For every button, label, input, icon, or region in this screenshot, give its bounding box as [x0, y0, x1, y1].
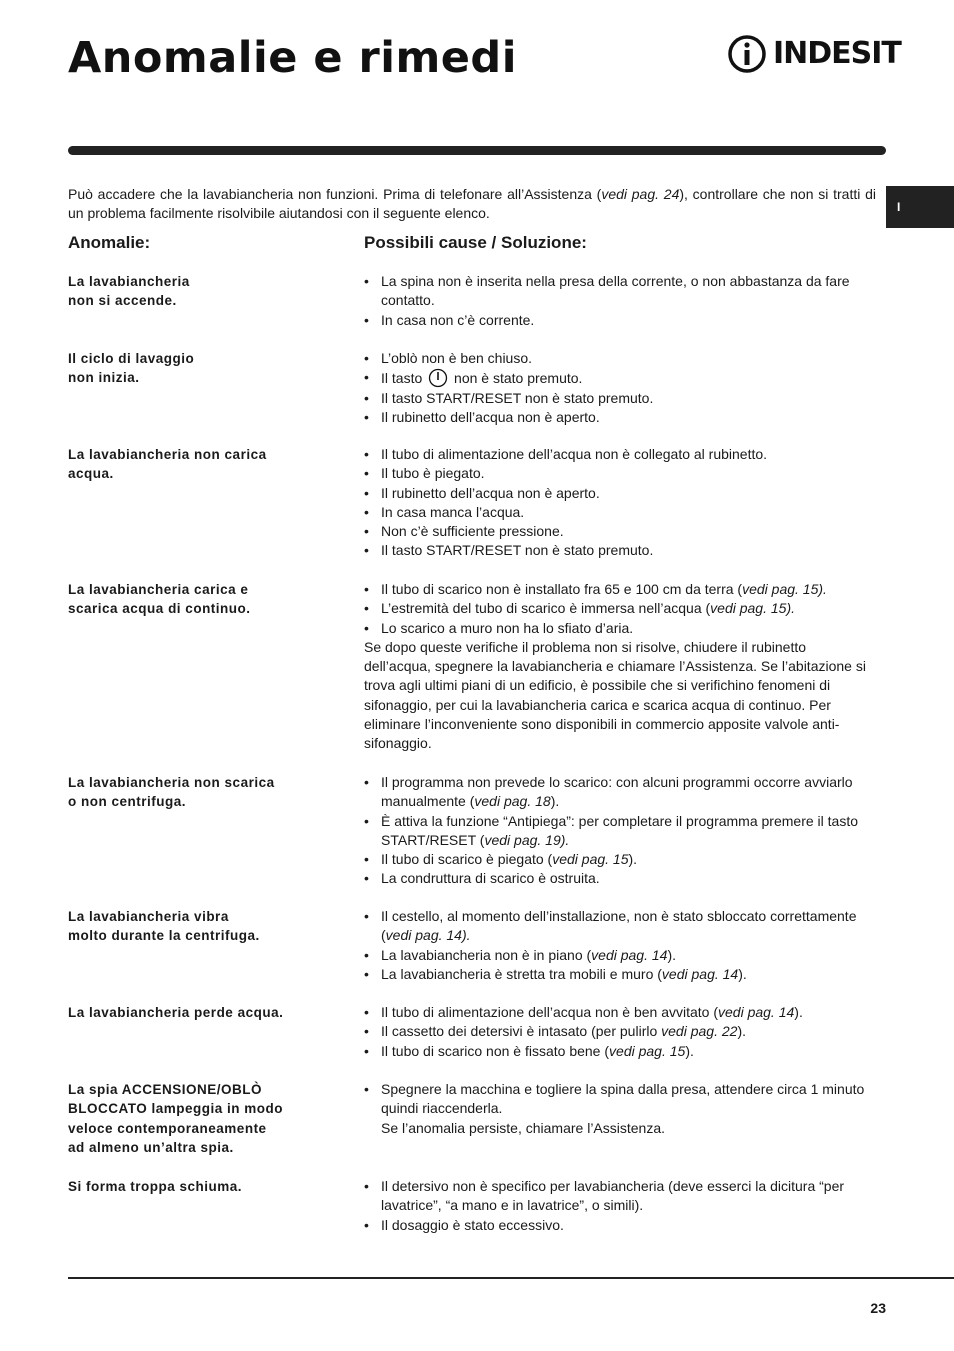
list-item: • Il tubo è piegato. — [364, 464, 876, 483]
list-item: • Lo scarico a muro non ha lo sfiato d’aria. — [364, 619, 876, 638]
page-reference: vedi pag. 15). — [742, 581, 827, 597]
anomalies-header: Anomalie: — [68, 233, 151, 252]
causes-header: Possibili cause / Soluzione: — [364, 233, 587, 252]
list-item: • La lavabiancheria è stretta tra mobili e muro (vedi pag. 14). — [364, 965, 876, 984]
list-item: • Il tasto START/RESET non è stato premuto. — [364, 389, 876, 408]
list-item: • Il tasto START/RESET non è stato premuto. — [364, 541, 876, 560]
cause-list — [364, 1003, 876, 1061]
anomaly-label: Si forma troppa schiuma. — [68, 1179, 243, 1194]
brand-name: INDESIT — [773, 36, 901, 71]
anomaly-label: Il ciclo di lavaggio non inizia. — [68, 351, 195, 386]
list-item: • Il tubo di scarico non è fissato bene (vedi pag. 15). — [364, 1042, 876, 1061]
list-item: • Il dosaggio è stato eccessivo. — [364, 1216, 876, 1235]
list-item: • Il detersivo non è specifico per lavabiancheria (deve esserci la dicitura “per lavatrice”, “a mano e in lavatrice”, o simili). — [364, 1177, 876, 1216]
anomaly-label: La lavabiancheria carica e scarica acqua di continuo. — [68, 582, 251, 617]
anomaly-label: La lavabiancheria vibra molto durante la centrifuga. — [68, 909, 260, 944]
list-item: • Il programma non prevede lo scarico: con alcuni programmi occorre avviarlo manualmente (vedi pag. 18). — [364, 773, 876, 812]
list-item: • La spina non è inserita nella presa della corrente, o non abbastanza da fare contatto. — [364, 272, 876, 311]
cause-list — [364, 349, 876, 427]
list-item: • Il tubo di alimentazione dell’acqua non è ben avvitato (vedi pag. 14). — [364, 1003, 876, 1022]
cause-list — [364, 272, 876, 330]
page-reference: vedi pag. 15). — [710, 600, 795, 617]
indesit-logo-icon — [727, 34, 767, 74]
power-icon — [428, 368, 448, 388]
footer-rule — [68, 1277, 954, 1279]
cause-list — [364, 773, 876, 889]
list-item: • In casa non c’è corrente. — [364, 311, 876, 330]
anomaly-label: La lavabiancheria perde acqua. — [68, 1005, 284, 1020]
list-item: • Il tubo di alimentazione dell’acqua non è collegato al rubinetto. — [364, 445, 876, 464]
page-title: Anomalie e rimedi — [68, 33, 517, 83]
list-item: • Il tubo di scarico non è installato fra 65 e 100 cm da terra (vedi pag. 15). — [364, 580, 876, 599]
list-item: • Spegnere la macchina e togliere la spina dalla presa, attendere circa 1 minuto quindi riaccenderla. — [364, 1080, 876, 1119]
page-reference: vedi pag. 14 — [591, 946, 668, 963]
indesit-logo — [727, 34, 901, 74]
list-item: Se l’anomalia persiste, chiamare l’Assistenza. — [381, 1119, 666, 1136]
intro-paragraph: Può accadere che la lavabiancheria non funzioni. Prima di telefonare all’Assistenza (vedi pag. 24), controllare che non si tratti di un problema facilmente risolvibile aiutandosi con il seguente elenco. — [68, 186, 876, 222]
list-item: • La lavabiancheria non è in piano (vedi pag. 14). — [364, 946, 876, 965]
list-item: • La condruttura di scarico è ostruita. — [364, 869, 876, 888]
page-reference: vedi pag. 15 — [609, 1042, 686, 1059]
list-item: • Il rubinetto dell’acqua non è aperto. — [364, 484, 876, 503]
language-tab: I — [886, 186, 954, 228]
list-item: • Il cassetto dei detersivi è intasato (per pulirlo vedi pag. 22). — [364, 1022, 876, 1041]
list-item: • Il rubinetto dell’acqua non è aperto. — [364, 408, 876, 427]
page-number: 23 — [870, 1300, 886, 1316]
cause-list — [364, 907, 876, 984]
anomaly-label: La lavabiancheria non si accende. — [68, 274, 190, 309]
list-item: • Il tasto non è stato premuto. — [364, 368, 876, 388]
page-reference: vedi pag. 14 — [718, 1004, 795, 1020]
header-rule — [68, 146, 886, 155]
cause-list — [364, 1080, 876, 1138]
anomaly-label: La lavabiancheria non carica acqua. — [68, 447, 267, 482]
list-item: • Il cestello, al momento dell’installazione, non è stato sbloccato correttamente (vedi pag. 14). — [364, 907, 876, 946]
list-item: • Non c’è sufficiente pressione. — [364, 522, 876, 541]
list-item: • In casa manca l’acqua. — [364, 503, 876, 522]
cause-list — [364, 580, 876, 754]
cause-list — [364, 1177, 876, 1235]
list-item: • Il tubo di scarico è piegato (vedi pag. 15). — [364, 850, 876, 869]
list-item: • L’oblò non è ben chiuso. — [364, 349, 876, 368]
cause-list — [364, 445, 876, 561]
anomaly-label: La lavabiancheria non scarica o non centrifuga. — [68, 775, 275, 810]
page-reference: vedi pag. 22 — [661, 1023, 738, 1040]
list-item: • L’estremità del tubo di scarico è immersa nell’acqua (vedi pag. 15). — [364, 599, 876, 618]
page-reference: vedi pag. 14 — [661, 965, 739, 982]
list-item: • È attiva la funzione “Antipiega”: per completare il programma premere il tasto START/RESET (vedi pag. 19). — [364, 812, 876, 851]
page-reference: vedi pag. 15 — [552, 851, 629, 868]
page-reference: vedi pag. 24 — [601, 186, 680, 202]
page-reference: vedi pag. 14). — [385, 927, 471, 944]
anomaly-label: La spia ACCENSIONE/OBLÒ BLOCCATO lampeggia in modo veloce contemporaneamente ad almeno un’altra spia. — [68, 1082, 284, 1155]
page-reference: vedi pag. 19). — [484, 831, 570, 848]
solution-paragraph: Se dopo queste verifiche il problema non si risolve, chiudere il rubinetto dell’acqua, spegnere la lavabiancheria e chiamare l’Assistenza. Se l’abitazione si trova agli ultimi piani di un edificio, è possibile che si verifichino fenomeni di sifonaggio, per cui la lavabiancheria carica e scarica acqua di continuo. Per eliminare l’inconveniente sono disponibili in commercio apposite valvole anti-sifonaggio. — [364, 638, 866, 752]
page-reference: vedi pag. 18 — [474, 793, 551, 810]
